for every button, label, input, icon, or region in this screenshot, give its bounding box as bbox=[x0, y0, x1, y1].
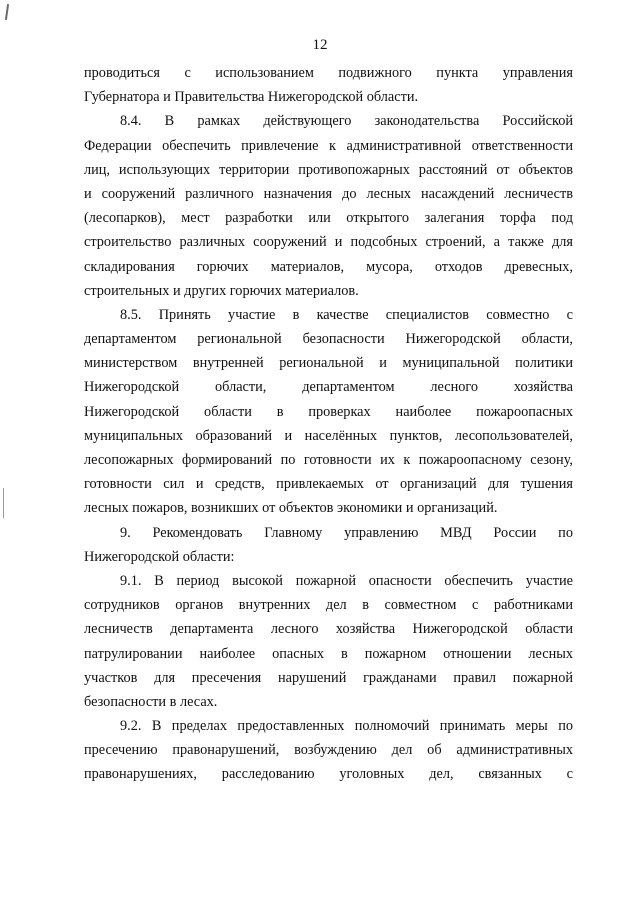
text-line: складирования горючих материалов, мусора, отходов древесных, bbox=[84, 258, 573, 275]
text-line: готовности сил и средств, привлекаемых от организаций для тушения bbox=[84, 476, 573, 493]
text-line: пресечению правонарушений, возбуждению дел об административных bbox=[84, 742, 573, 759]
text-line: Федерации обеспечить привлечение к административной ответственности bbox=[84, 137, 573, 154]
scan-artifact-line bbox=[3, 488, 4, 518]
text-line: 8.4. В рамках действующего законодательства Российской bbox=[120, 113, 573, 130]
text-line: 9. Рекомендовать Главному управлению МВД России по bbox=[120, 524, 573, 541]
text-line: Нижегородской области: bbox=[84, 548, 235, 565]
text-line: строительных и других горючих материалов. bbox=[84, 282, 359, 299]
text-line: (лесопарков), мест разработки или открытого залегания торфа под bbox=[84, 210, 573, 227]
text-line: безопасности в лесах. bbox=[84, 693, 218, 710]
text-line: министерством внутренней региональной и муниципальной политики bbox=[84, 355, 573, 372]
document-body bbox=[84, 61, 573, 787]
page-number: 12 bbox=[312, 37, 328, 53]
text-line: 9.2. В пределах предоставленных полномочий принимать меры по bbox=[120, 718, 573, 735]
text-line: патрулировании наиболее опасных в пожарном отношении лесных bbox=[84, 645, 573, 662]
text-line: лесничеств департамента лесного хозяйства Нижегородской области bbox=[84, 621, 573, 638]
paragraph-9-2 bbox=[84, 714, 573, 787]
text-line: лесных пожаров, возникших от объектов экономики и организаций. bbox=[84, 500, 498, 517]
text-line: строительство различных сооружений и подсобных строений, а также для bbox=[84, 234, 573, 251]
text-line: 8.5. Принять участие в качестве специалистов совместно с bbox=[120, 306, 573, 323]
text-line: сотрудников органов внутренних дел в совместном с работниками bbox=[84, 597, 573, 614]
paragraph-continuation bbox=[84, 61, 573, 109]
text-line: Губернатора и Правительства Нижегородской области. bbox=[84, 89, 419, 106]
text-line: и сооружений различного назначения до лесных насаждений лесничеств bbox=[84, 185, 573, 202]
text-line: Нижегородской области, департаментом лесного хозяйства bbox=[84, 379, 573, 396]
text-line: лесопожарных формирований по готовности их к пожароопасному сезону, bbox=[84, 452, 573, 468]
paragraph-8-4 bbox=[84, 109, 573, 303]
text-line: участков для пресечения нарушений гражданами правил пожарной bbox=[84, 669, 573, 686]
text-line: правонарушениях, расследованию уголовных дел, связанных с bbox=[84, 766, 573, 783]
text-line: департаментом региональной безопасности Нижегородской области, bbox=[84, 331, 573, 348]
text-line: проводиться с использованием подвижного пункта управления bbox=[84, 65, 573, 81]
scan-artifact-mark bbox=[5, 4, 9, 20]
text-line: 9.1. В период высокой пожарной опасности обеспечить участие bbox=[120, 572, 573, 589]
text-line: лиц, использующих территории противопожарных расстояний от объектов bbox=[84, 161, 573, 178]
text-line: Нижегородской области в проверках наиболее пожароопасных bbox=[84, 403, 573, 420]
paragraph-9-1 bbox=[84, 569, 573, 714]
text-line: муниципальных образований и населённых пунктов, лесопользователей, bbox=[84, 427, 573, 444]
paragraph-8-5 bbox=[84, 303, 573, 521]
paragraph-9 bbox=[84, 521, 573, 569]
